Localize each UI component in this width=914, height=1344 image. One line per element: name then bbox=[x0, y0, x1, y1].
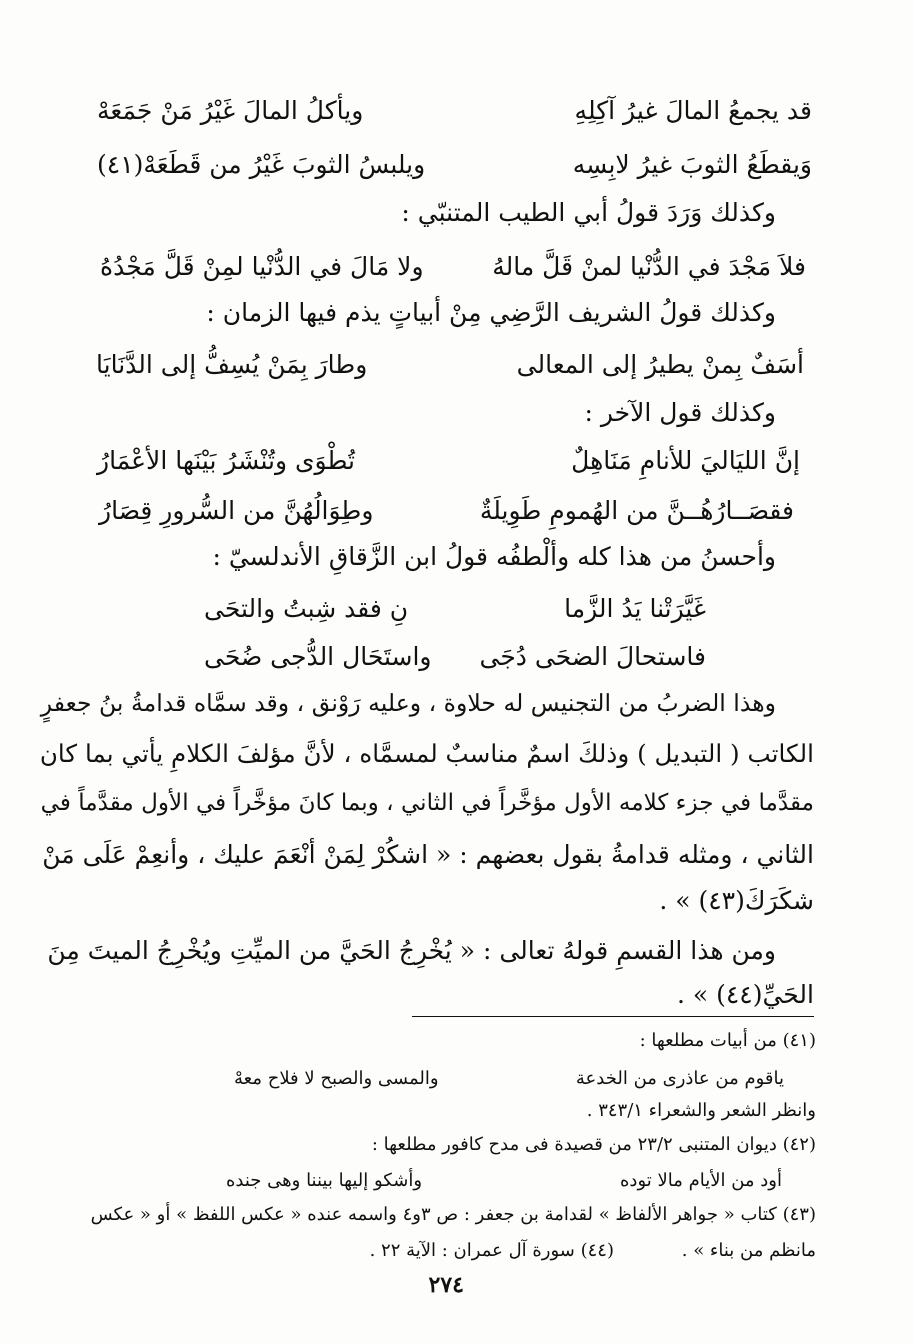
verse-hemistich-right: أسَفٌ بِمنْ يطيرُ إلى المعالى bbox=[516, 350, 804, 379]
footnote-44: (٤٤) سورة آل عمران : الآية ٢٢ . bbox=[369, 1240, 614, 1261]
paragraph-2-line-2: الحَيِّ(٤٤) » . bbox=[676, 980, 814, 1009]
verse-line-1 bbox=[97, 96, 812, 125]
verse-line-4 bbox=[96, 350, 804, 379]
verse-hemistich-left: واستَحَال الدُّجى ضُحَى bbox=[204, 642, 432, 671]
verse-hemistich-right: وَيقطَعُ الثوبَ غيرُ لابِسِه bbox=[572, 150, 812, 179]
intro-zaqqaq: وأحسنُ من هذا كله وألْطفُه قولُ ابن الزَّقاقِ الأندلسيّ : bbox=[212, 542, 776, 571]
footnote-43-line-2: مانظم من بناء » . bbox=[681, 1240, 816, 1261]
verse-hemistich-right: فاستحالَ الضحَى دُجَى bbox=[479, 642, 706, 671]
verse-hemistich-right: أود من الأيام مالا توده bbox=[620, 1170, 782, 1191]
verse-line-7 bbox=[204, 594, 706, 623]
verse-hemistich-left: ولا مَالَ في الدُّنْيا لمِنْ قَلَّ مَجْدُهُ bbox=[100, 252, 424, 281]
verse-hemistich-right: ياقوم من عاذرى من الخدعة bbox=[575, 1068, 784, 1089]
verse-hemistich-left: وطارَ بِمَنْ يُسِفُّ إلى الدَّنَايَا bbox=[96, 350, 368, 379]
footnote-41-heading: (٤١) من أبيات مطلعها : bbox=[639, 1030, 816, 1051]
verse-hemistich-right: قد يجمعُ المالَ غيرُ آكِلِهِ bbox=[574, 96, 812, 125]
verse-hemistich-left: تُطْوَى وتُنْشَرُ بَيْنَها الأعْمَارُ bbox=[97, 446, 355, 475]
verse-hemistich-right: غَيَّرَتْنا يَدُ الزَّما bbox=[564, 594, 706, 623]
footnote-43-line-1: (٤٣) كتاب « جواهر الألفاظ » لقدامة بن جعفر : ص ٣و٤ واسمه عنده « عكس اللفظ » أو « عكس bbox=[90, 1204, 816, 1225]
verse-line-5 bbox=[97, 446, 800, 475]
footnote-42-heading: (٤٢) ديوان المتنبى ٢٣/٢ من قصيدة فى مدح كافور مطلعها : bbox=[371, 1134, 816, 1155]
paragraph-1-line-5: شكَرَكَ(٤٣) » . bbox=[659, 886, 814, 915]
verse-hemistich-right: إنَّ الليَاليَ للأنامِ مَنَاهِلٌ bbox=[571, 446, 800, 475]
intro-radi: وكذلك قولُ الشريف الرَّضِي مِنْ أبياتٍ يذم فيها الزمان : bbox=[206, 298, 776, 327]
intro-other: وكذلك قول الآخر : bbox=[584, 398, 776, 427]
verse-line-6 bbox=[99, 496, 794, 525]
verse-hemistich-left: ويلبسُ الثوبَ غَيْرُ من قَطَعَهْ(٤١) bbox=[97, 150, 426, 179]
page-number: ٢٧٤ bbox=[428, 1272, 464, 1298]
verse-hemistich-left: ويأكلُ المالَ غَيْرُ مَنْ جَمَعَهْ bbox=[97, 96, 364, 125]
verse-hemistich-left: والمسى والصبح لا فلاح معهْ bbox=[234, 1068, 439, 1089]
verse-line-3 bbox=[100, 252, 806, 281]
verse-line-2 bbox=[97, 150, 812, 179]
verse-hemistich-right: فقصَــارُهُــنَّ من الهُمومِ طَوِيلَةٌ bbox=[479, 496, 794, 525]
footnote-41-reference: وانظر الشعر والشعراء ٣٤٣/١ . bbox=[586, 1100, 816, 1121]
paragraph-1-line-1: وهذا الضربُ من التجنيس له حلاوة ، وعليه رَوْنق ، وقد سمَّاه قدامةُ بنُ جعفرٍ bbox=[40, 689, 776, 717]
verse-hemistich-left: نِ فقد شِبتُ والتحَى bbox=[204, 594, 409, 623]
paragraph-1-line-2: الكاتب ( التبديل ) وذلكَ اسمٌ مناسبٌ لمسمَّاه ، لأنَّ مؤلفَ الكلامِ يأتي بما كان bbox=[39, 739, 814, 768]
footnote-42-verse bbox=[226, 1170, 782, 1191]
footnote-41-verse bbox=[234, 1068, 784, 1089]
paragraph-2-line-1: ومن هذا القسمِ قولهُ تعالى : « يُخْرِجُ الحَيَّ من الميِّتِ ويُخْرِجُ الميتَ مِنَ bbox=[47, 936, 776, 965]
verse-hemistich-left: وأشكو إليها بيننا وهى جنده bbox=[226, 1170, 423, 1191]
verse-hemistich-left: وطِوَالُهُنَّ من السُّرورِ قِصَارُ bbox=[99, 496, 374, 525]
paragraph-1-line-3: مقدَّما في جزء كلامه الأول مؤخَّراً في الثاني ، وبما كانَ مؤخَّراً في الأول مقدَّماً في bbox=[40, 790, 814, 816]
paragraph-1-line-4: الثاني ، ومثله قدامةُ بقول بعضهم : « اشكُرْ لِمَنْ أنْعَمَ عليك ، وأنعِمْ عَلَى مَنْ bbox=[42, 840, 814, 869]
intro-mutanabbi: وكذلك وَرَدَ قولُ أبي الطيب المتنبّي : bbox=[401, 198, 776, 227]
verse-hemistich-right: فلاَ مَجْدَ في الدُّنْيا لمنْ قَلَّ مالهُ bbox=[492, 252, 806, 281]
verse-line-8 bbox=[204, 642, 706, 671]
footnote-separator bbox=[412, 1016, 814, 1017]
